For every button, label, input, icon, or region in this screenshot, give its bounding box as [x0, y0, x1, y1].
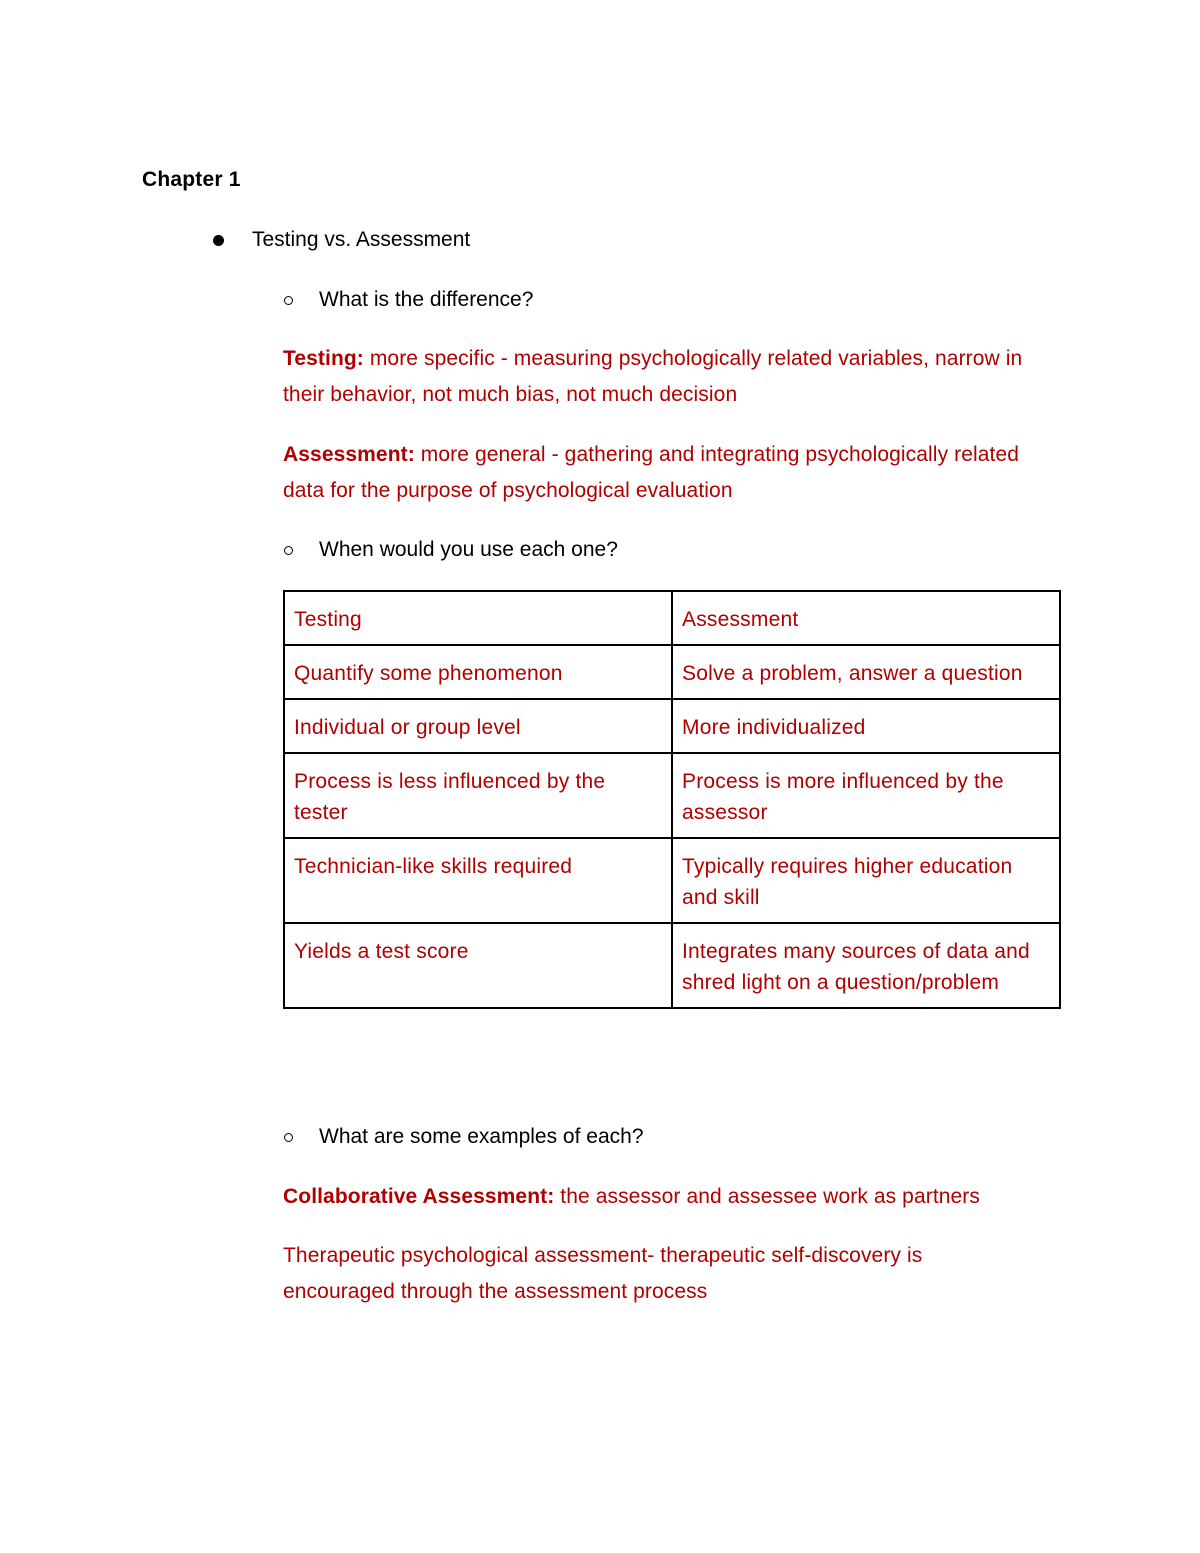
subbullet-difference — [284, 288, 533, 312]
collaborative-assessment — [283, 1179, 1083, 1215]
table-cell: Technician-like skills required — [284, 838, 672, 923]
table-row — [284, 645, 1060, 699]
table-cell: Yields a test score — [284, 923, 672, 1008]
subbullet-text: What is the difference? — [319, 288, 534, 311]
comparison-table — [283, 590, 1061, 1009]
table-cell: More individualized — [672, 699, 1060, 753]
table-row — [284, 838, 1060, 923]
assessment-definition — [283, 437, 1043, 509]
table-cell: Quantify some phenomenon — [284, 645, 672, 699]
table-row — [284, 923, 1060, 1008]
collaborative-text: the assessor and assessee work as partners — [554, 1185, 981, 1208]
testing-term: Testing: — [283, 347, 364, 370]
testing-definition — [283, 341, 1043, 413]
hollow-bullet-icon — [284, 546, 293, 555]
collaborative-term: Collaborative Assessment: — [283, 1185, 555, 1208]
table-row — [284, 591, 1060, 645]
table-row — [284, 753, 1060, 838]
assessment-term: Assessment: — [283, 443, 415, 466]
subbullet-text: When would you use each one? — [319, 538, 618, 561]
filled-bullet-icon — [213, 235, 224, 246]
bullet-testing-vs-assessment — [213, 228, 470, 252]
therapeutic-assessment: Therapeutic psychological assessment- therapeutic self-discovery is encouraged through the assessment process — [283, 1244, 923, 1303]
hollow-bullet-icon — [284, 1133, 293, 1142]
table-cell: Typically requires higher education and skill — [672, 838, 1060, 923]
table-cell: Testing — [284, 591, 672, 645]
bullet-text: Testing vs. Assessment — [252, 228, 471, 251]
table-cell: Process is less influenced by the tester — [284, 753, 672, 838]
chapter-heading: Chapter 1 — [142, 168, 241, 191]
assessment-text: more general - gathering and integrating psychologically related data for the purpose of psychological evaluation — [283, 443, 1020, 502]
testing-text: more specific - measuring psychologically related variables, narrow in their behavior, not much bias, not much decision — [283, 347, 1023, 406]
subbullet-text: What are some examples of each? — [319, 1125, 644, 1148]
table-cell: Assessment — [672, 591, 1060, 645]
table-row — [284, 699, 1060, 753]
table-cell: Integrates many sources of data and shred light on a question/problem — [672, 923, 1060, 1008]
table-cell: Solve a problem, answer a question — [672, 645, 1060, 699]
subbullet-examples — [284, 1125, 644, 1149]
hollow-bullet-icon — [284, 296, 293, 305]
subbullet-when — [284, 538, 618, 562]
table-cell: Individual or group level — [284, 699, 672, 753]
table-cell: Process is more influenced by the assessor — [672, 753, 1060, 838]
